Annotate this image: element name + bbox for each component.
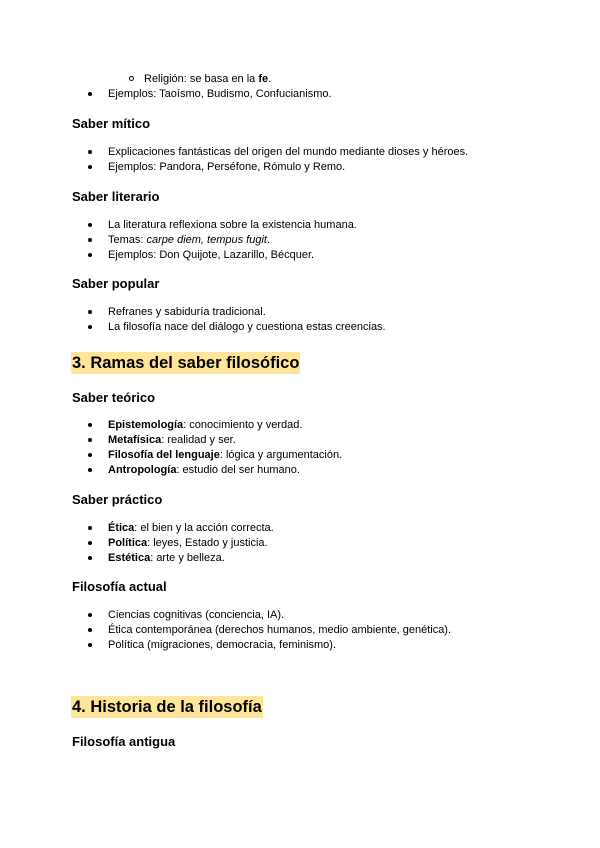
item-bold-text: fe [258,73,269,85]
item-text: : estudio del ser humano. [176,464,300,476]
list-item [108,551,225,565]
list-item: Ejemplos: Pandora, Perséfone, Rómulo y Remo. [108,161,346,173]
item-bold-text: Antropología [108,464,177,476]
item-text: : realidad y ser. [161,434,236,446]
section-heading: Filosofía antigua [72,734,176,749]
item-italic-text: carpe diem, tempus fugit [146,234,267,246]
item-bold-text: Metafísica [108,434,162,446]
item-text: : lógica y argumentación. [219,449,343,461]
item-text: : conocimiento y verdad. [183,419,303,431]
list-item [108,536,268,550]
item-bold-text: Epistemología [108,419,184,431]
section-heading: Saber mítico [72,116,151,131]
item-bold-text: Ética [108,522,135,534]
item-bold-text: Política [108,537,148,549]
list-item: Ejemplos: Taoísmo, Budismo, Confucianismo. [108,88,332,100]
list-item-temas [108,233,270,247]
list-item: La literatura reflexiona sobre la existencia humana. [108,219,357,231]
list-item: Política (migraciones, democracia, feminismo). [108,639,337,651]
item-text: . [266,234,271,246]
list-item: Ejemplos: Don Quijote, Lazarillo, Bécquer. [108,249,315,261]
list-item [108,521,274,535]
list-item [108,463,300,477]
sub-list-item-religion [144,72,271,86]
item-text: : leyes, Estado y justicia. [147,537,268,549]
section-heading: Filosofía actual [72,579,167,594]
item-bold-text: Estética [108,552,151,564]
section-heading: Saber popular [72,276,160,291]
list-item [108,448,342,462]
section-heading: Saber literario [72,189,160,204]
item-text: Temas: [108,234,147,246]
item-text: . [268,73,272,85]
list-item: Explicaciones fantásticas del origen del mundo mediante dioses y héroes. [108,146,469,158]
item-text: : arte y belleza. [150,552,225,564]
item-text: Religión: se basa en la [144,73,259,85]
list-item: Ciencias cognitivas (conciencia, IA). [108,609,285,621]
section-heading: Saber práctico [72,492,163,507]
list-item: Refranes y sabiduría tradicional. [108,306,266,318]
list-item: La filosofía nace del diálogo y cuestiona estas creencias. [108,321,386,333]
item-text: : el bien y la acción correcta. [134,522,274,534]
chapter-heading: 3. Ramas del saber filosófico [72,354,300,372]
chapter-heading: 4. Historia de la filosofía [72,698,262,716]
section-heading: Saber teórico [72,390,156,405]
list-item [108,418,302,432]
list-item [108,433,236,447]
list-item: Ética contemporánea (derechos humanos, medio ambiente, genética). [108,624,452,636]
item-bold-text: Filosofía del lenguaje [108,449,220,461]
